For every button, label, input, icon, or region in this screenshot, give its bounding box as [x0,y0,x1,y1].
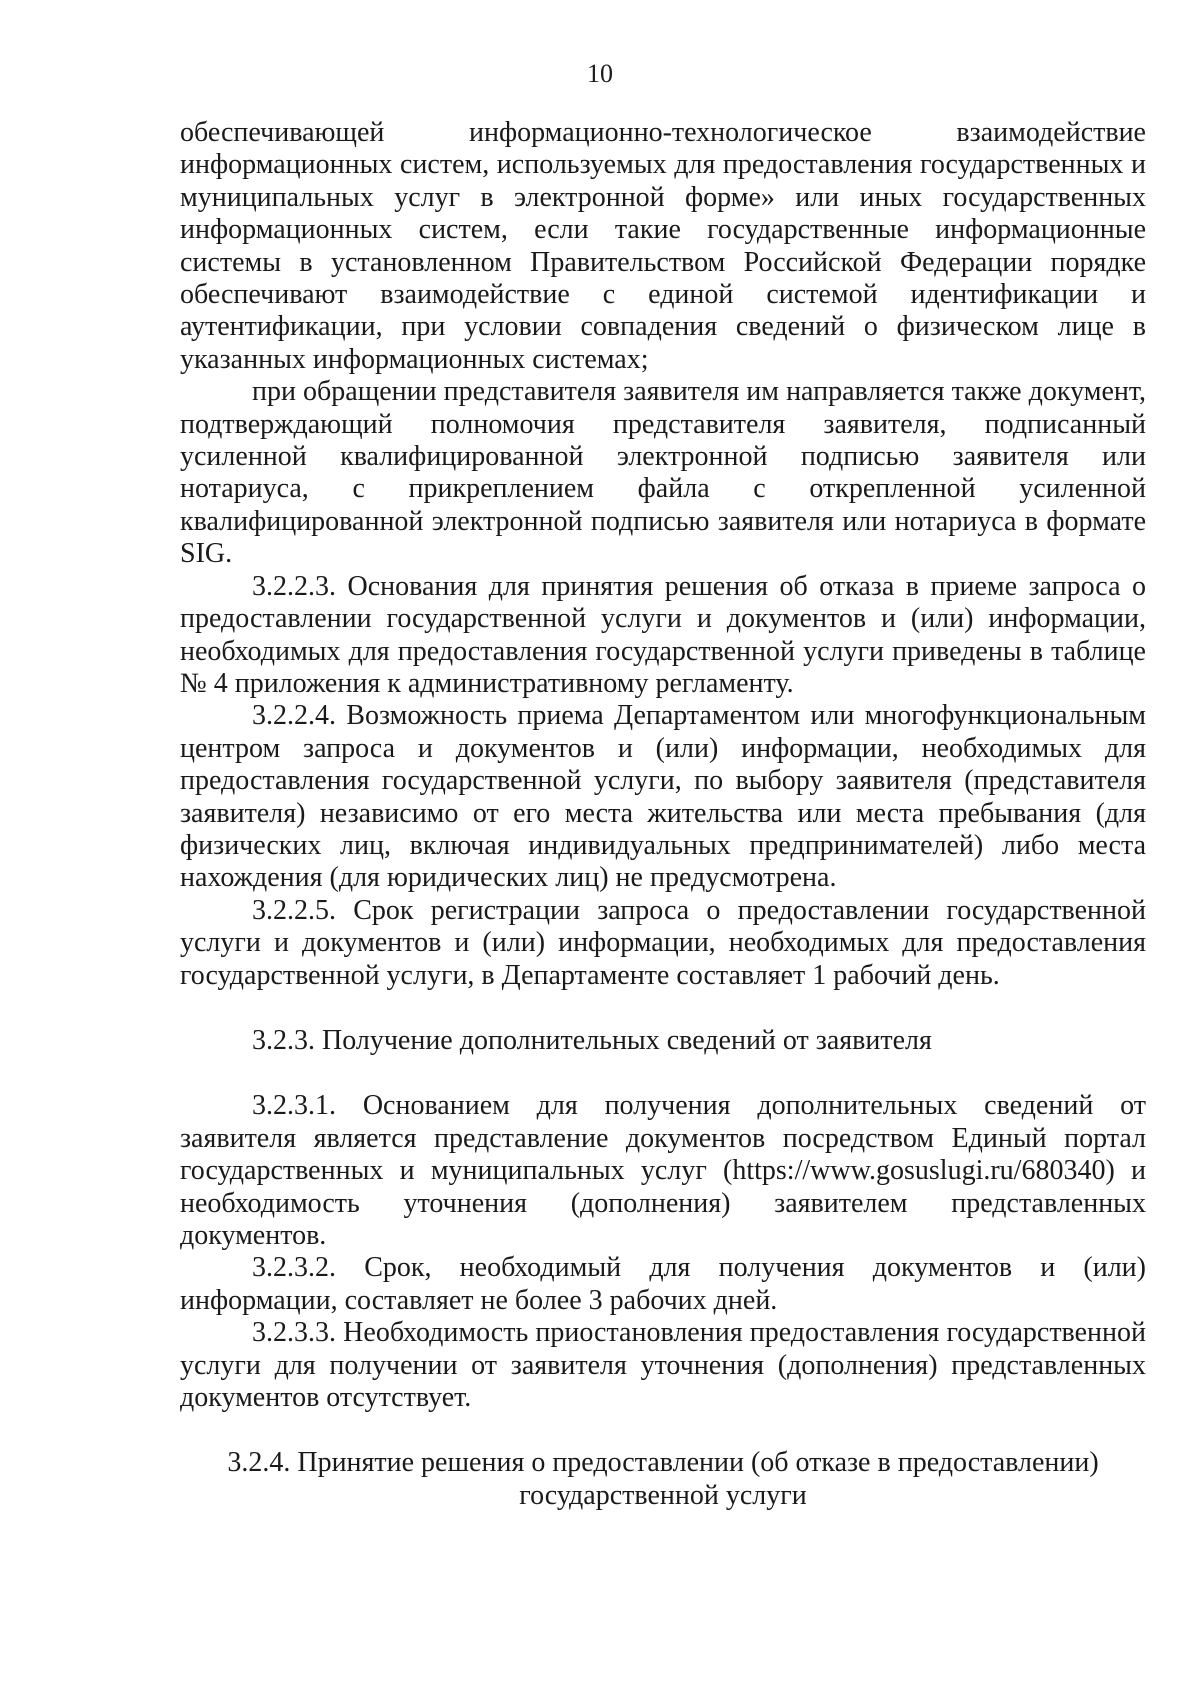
paragraph-3-2-2-3: 3.2.2.3. Основания для принятия решения об отказа в приеме запроса о предоставлении государственной услуги и документов и (или) информации, необходимых для предоставления государственной услуги приведены в таблице № 4 приложения к административному регламенту. [180,570,1146,699]
paragraph-3-2-3-1: 3.2.3.1. Основанием для получения дополнительных сведений от заявителя является представление документов посредством Единый портал государственных и муниципальных услуг (https://www.gosuslugi.ru/680340) и необходимость уточнения (дополнения) заявителем представленных документов. [180,1090,1146,1251]
paragraph-3-2-3-3: 3.2.3.3. Необходимость приостановления предоставления государственной услуги для получении от заявителя уточнения (дополнения) представленных документов отсутствует. [180,1317,1146,1414]
section-heading-3-2-4 [180,1447,1146,1512]
page-number: 10 [587,59,613,88]
paragraph-3-2-2-4: 3.2.2.4. Возможность приема Департаментом или многофункциональным центром запроса и документов и (или) информации, необходимых для предоставления государственной услуги, по выбору заявителя (представителя заявителя) независимо от его места жительства или места пребывания (для физических лиц, включая индивидуальных предпринимателей) либо места нахождения (для юридических лиц) не предусмотрена. [180,700,1146,894]
paragraph-continuation: обеспечивающей информационно-технологическое взаимодействие информационных систем, используемых для предоставления государственных и муниципальных услуг в электронной форме» или иных государственных информационных систем, если такие государственные информационные системы в установленном Правительством Российской Федерации порядке обеспечивают взаимодействие с единой системой идентификации и аутентификации, при условии совпадения сведений о физическом лице в указанных информационных системах; [180,117,1146,375]
section-heading-3-2-3: 3.2.3. Получение дополнительных сведений от заявителя [252,1024,932,1056]
section-heading-3-2-4-line2: государственной услуги [519,1479,807,1511]
section-heading-3-2-4-line1: 3.2.4. Принятие решения о предоставлении (об отказе в предоставлении) [227,1447,1099,1479]
paragraph-3-2-3-2: 3.2.3.2. Срок, необходимый для получения документов и (или) информации, составляет не более 3 рабочих дней. [180,1252,1146,1316]
document-body [180,117,1146,1512]
paragraph-3-2-2-5: 3.2.2.5. Срок регистрации запроса о предоставлении государственной услуги и документов и (или) информации, необходимых для предоставления государственной услуги, в Департаменте составляет 1 рабочий день. [180,894,1146,991]
paragraph-representative: при обращении представителя заявителя им направляется также документ, подтверждающий полномочия представителя заявителя, подписанный усиленной квалифицированной электронной подписью заявителя или нотариуса, с прикреплением файла с открепленной усиленной квалифицированной электронной подписью заявителя или нотариуса в формате SIG. [180,376,1146,570]
